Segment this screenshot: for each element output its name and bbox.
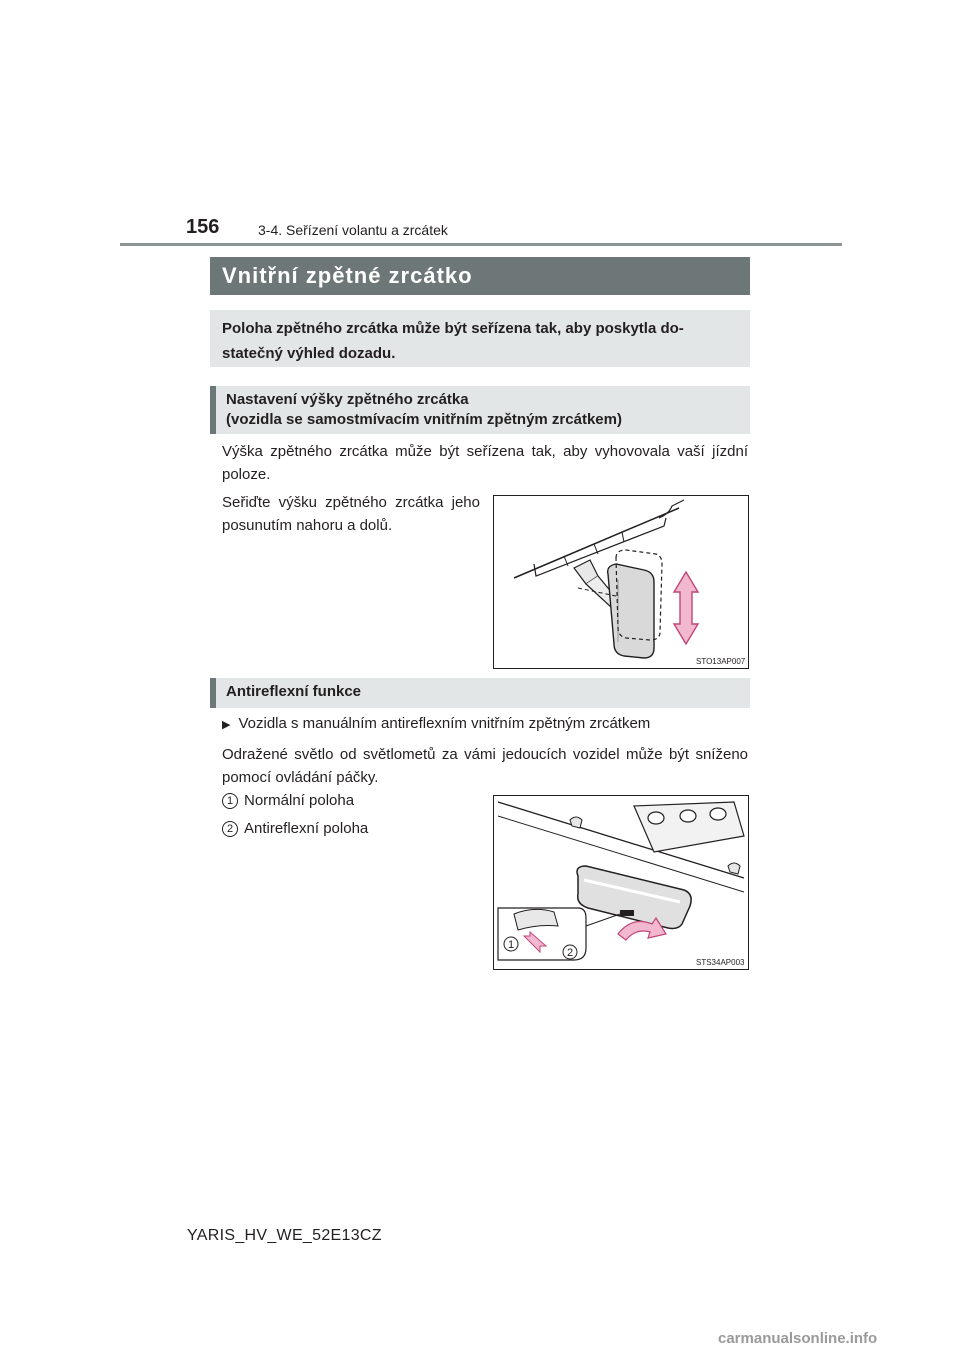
antiglare-text: Odražené světlo od světlometů za vámi jedoucích vozidel může být sníženo pomocí ovládání páčky. (222, 746, 748, 786)
list-item-label: Antireflexní poloha (244, 820, 369, 837)
antiglare-bullet (222, 714, 650, 735)
page-title: Vnitřní zpětné zrcátko (210, 257, 750, 295)
page-number: 156 (186, 216, 220, 238)
antiglare-lever-figure (493, 795, 749, 970)
height-adjust-heading (210, 386, 750, 434)
height-adjust-instruction: Seřiďte výšku zpětného zrcátka jeho posunutím nahoru a dolů. (222, 494, 480, 534)
list-item-label: Normální poloha (244, 792, 355, 809)
document-code: YARIS_HV_WE_52E13CZ (187, 1227, 382, 1244)
height-adjust-heading-line1: Nastavení výšky zpětného zrcátka (226, 391, 469, 408)
mirror-height-figure (493, 495, 749, 669)
antiglare-bullet-text: Vozidla s manuálním antireflexním vnitřním zpětným zrcátkem (238, 715, 651, 732)
antiglare-figure-code: STS34AP003 (696, 958, 745, 967)
height-figure-code: STO13AP007 (696, 657, 746, 666)
callout-2: 2 (567, 947, 574, 959)
list-item-normal (222, 791, 354, 811)
height-adjust-heading-line2: (vozidla se samostmívacím vnitřním zpětným zrcátkem) (226, 411, 622, 428)
antiglare-heading: Antireflexní funkce (210, 678, 750, 708)
intro-box: Poloha zpětného zrcátka může být seřízena tak, aby poskytla do-statečný výhled dozadu. (210, 310, 750, 367)
header-rule (120, 243, 842, 246)
triangle-bullet-icon: ▶ (222, 719, 231, 731)
watermark: carmanualsonline.info (718, 1330, 878, 1347)
callout-1: 1 (508, 939, 515, 951)
section-header: 3-4. Seřízení volantu a zrcátek (258, 222, 448, 238)
height-adjust-text: Výška zpětného zrcátka může být seřízena tak, aby vyhovovala vaší jízdní poloze. (222, 443, 748, 483)
list-item-antiglare (222, 819, 368, 839)
number-badge: 1 (222, 793, 238, 809)
number-badge: 2 (222, 821, 238, 837)
